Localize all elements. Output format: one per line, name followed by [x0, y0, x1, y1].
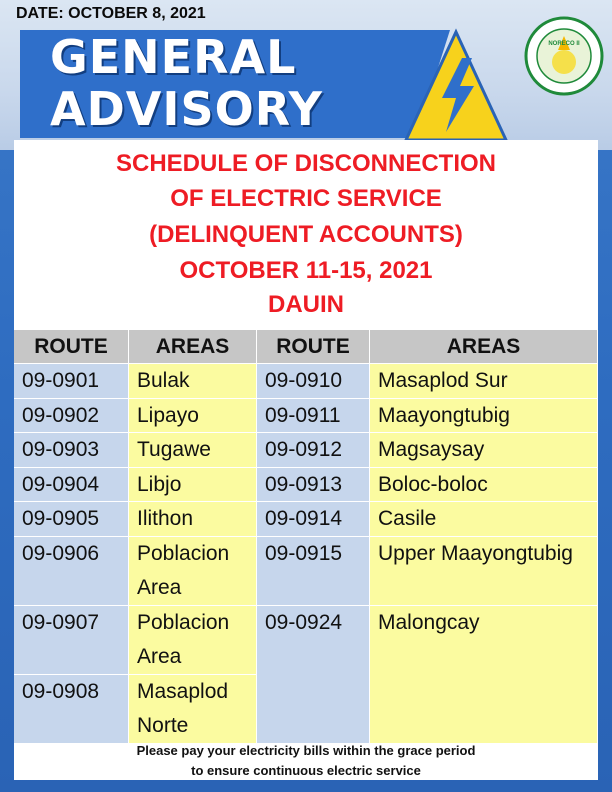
heading-line-3: (DELINQUENT ACCOUNTS) [149, 221, 463, 248]
table-area-cell: Maayongtubig [370, 399, 598, 434]
table-area-cell: Lipayo [129, 399, 257, 434]
table-route-cell: 09-0904 [14, 468, 129, 503]
heading-line-4: OCTOBER 11-15, 2021 [179, 257, 433, 284]
table-area-cell: Masaplod Norte [129, 675, 257, 744]
table-route-cell: 09-0915 [257, 537, 370, 606]
banner-title-advisory: ADVISORY [50, 82, 323, 136]
heading-line-1: SCHEDULE OF DISCONNECTION [115, 150, 496, 177]
banner-title-general: GENERAL [50, 30, 297, 84]
table-header-areas: AREAS [370, 330, 598, 364]
footer-line-1: Please pay your electricity bills within the grace period [136, 743, 476, 758]
table-area-cell: Poblacion Area [129, 537, 257, 606]
table-route-cell: 09-0907 [14, 606, 129, 675]
table-route-cell: 09-0912 [257, 433, 370, 468]
table-route-cell: 09-0924 [257, 606, 370, 744]
table-area-cell: Magsaysay [370, 433, 598, 468]
footer-note [14, 741, 598, 781]
table-area-cell: Casile [370, 502, 598, 537]
advisory-content [14, 140, 598, 780]
table-area-cell: Boloc-boloc [370, 468, 598, 503]
table-area-cell: Malongcay [370, 606, 598, 744]
table-route-cell: 09-0901 [14, 364, 129, 399]
table-area-cell: Libjo [129, 468, 257, 503]
table-route-cell: 09-0910 [257, 364, 370, 399]
table-area-cell: Poblacion Area [129, 606, 257, 675]
table-route-cell: 09-0914 [257, 502, 370, 537]
table-area-cell: Tugawe [129, 433, 257, 468]
table-area-cell: Bulak [129, 364, 257, 399]
table-area-cell: Upper Maayongtubig [370, 537, 598, 606]
table-route-cell: 09-0902 [14, 399, 129, 434]
table-route-cell: 09-0906 [14, 537, 129, 606]
table-route-cell: 09-0911 [257, 399, 370, 434]
table-route-cell: 09-0908 [14, 675, 129, 744]
logo-text: NORECO II [548, 41, 580, 47]
cooperative-logo [524, 16, 604, 96]
table-route-cell: 09-0903 [14, 433, 129, 468]
high-voltage-warning-icon [402, 28, 510, 146]
table-area-cell: Masaplod Sur [370, 364, 598, 399]
footer-line-2: to ensure continuous electric service [191, 763, 421, 778]
heading-line-2: OF ELECTRIC SERVICE [170, 185, 442, 212]
table-header-route: ROUTE [257, 330, 370, 364]
table-header-areas: AREAS [129, 330, 257, 364]
heading-line-5: DAUIN [268, 291, 344, 318]
table-route-cell: 09-0913 [257, 468, 370, 503]
table-area-cell: Ilithon [129, 502, 257, 537]
date-line: DATE: OCTOBER 8, 2021 [16, 5, 206, 22]
table-route-cell: 09-0905 [14, 502, 129, 537]
table-header-route: ROUTE [14, 330, 129, 364]
